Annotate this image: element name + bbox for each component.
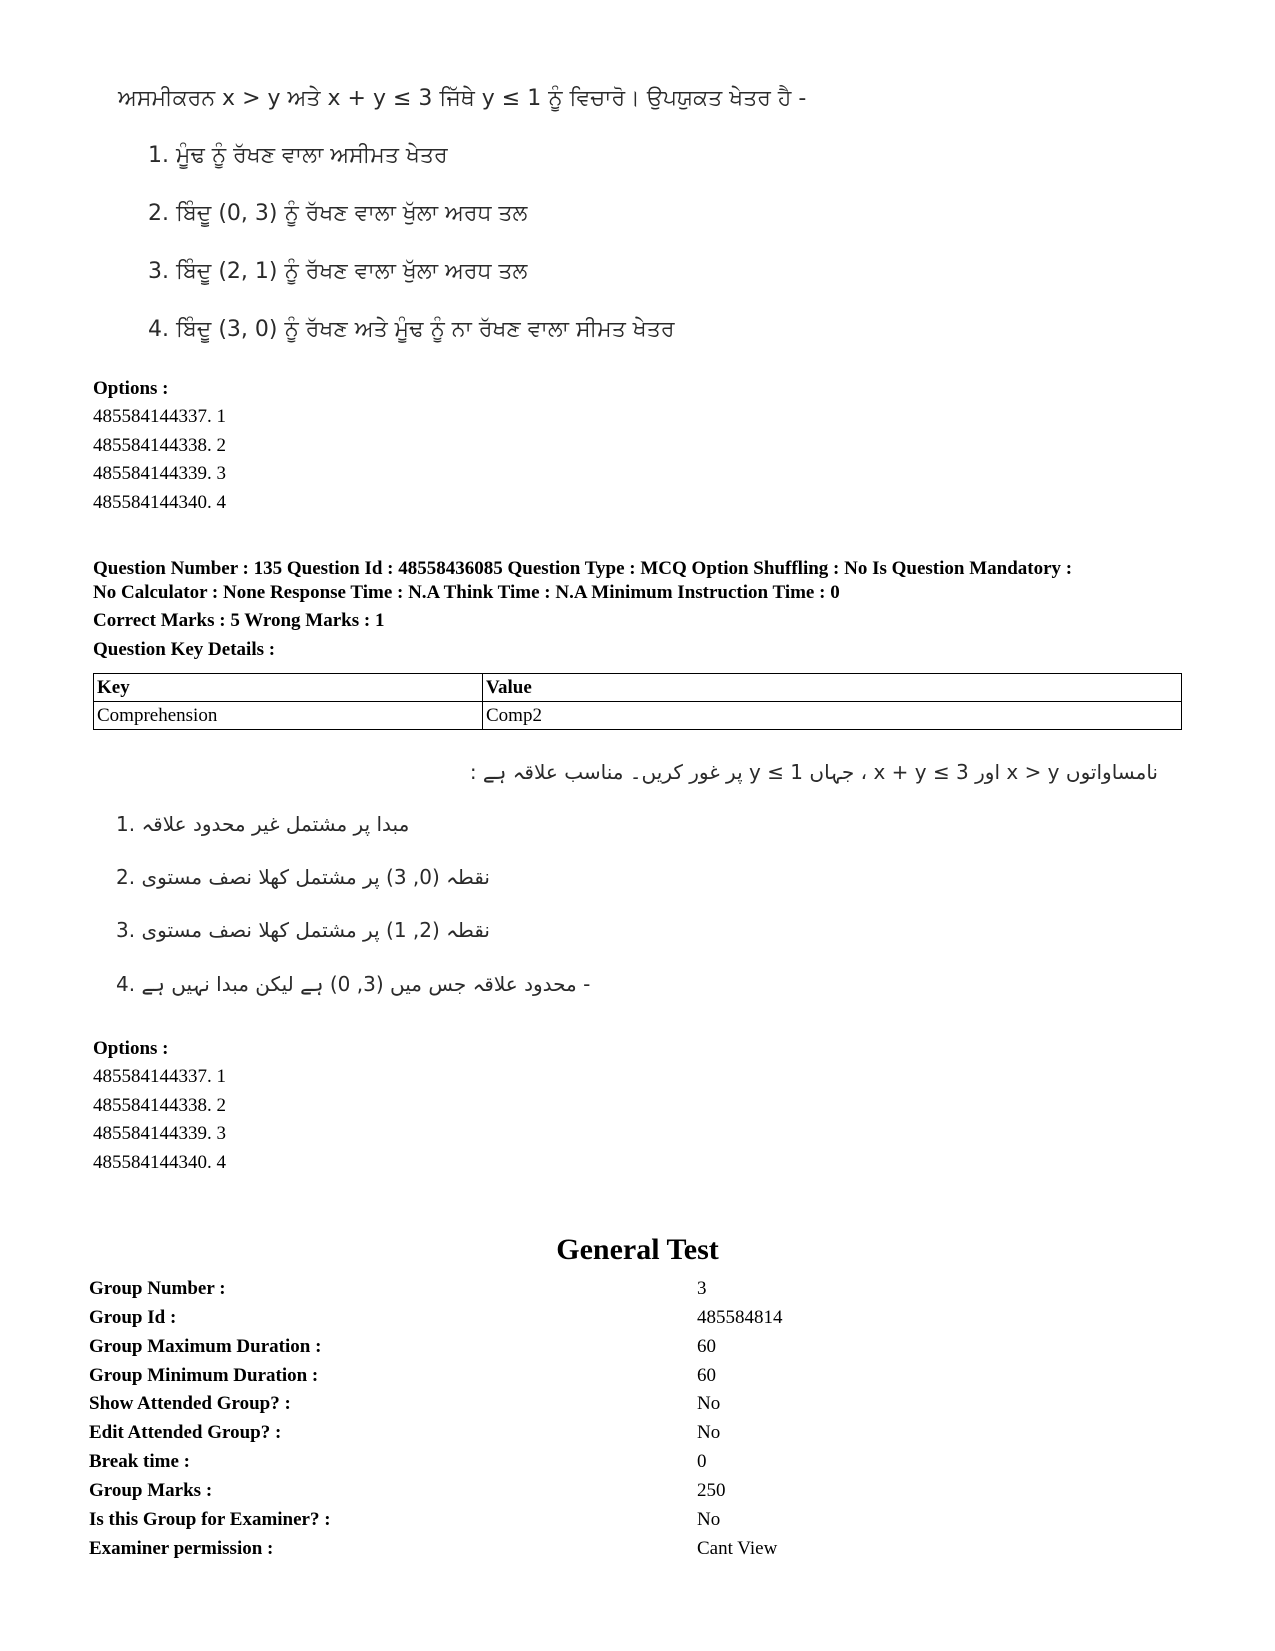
table-cell-value: Comp2	[483, 702, 1182, 730]
question-stem: نامساواتوں x > y اور x + y ≤ 3 ، جہاں y ≤ 1 پر غور کریں۔ مناسب علاقہ ہے :	[469, 760, 1158, 784]
table-header-value: Value	[483, 674, 1182, 702]
question-option-3: 3. نقطہ (2, 1) پر مشتمل کھلا نصف مستوی	[116, 918, 490, 942]
option-item: 485584144340. 4	[93, 492, 226, 513]
group-field-label: Is this Group for Examiner? :	[89, 1509, 331, 1530]
option-item: 485584144340. 4	[93, 1152, 226, 1173]
key-details-table	[93, 673, 1182, 730]
table-cell-key: Comprehension	[94, 702, 483, 730]
question-option-2: 2. نقطہ (0, 3) پر مشتمل کھلا نصف مستوی	[116, 865, 490, 889]
group-field-label: Examiner permission :	[89, 1538, 274, 1559]
group-field-value: 60	[697, 1365, 716, 1386]
table-header-row	[94, 674, 1182, 702]
group-field-value: No	[697, 1422, 721, 1443]
question-meta-line-1: Question Number : 135 Question Id : 48558436085 Question Type : MCQ Option Shuffling : No Is Question Mandatory :	[93, 558, 1073, 579]
option-item: 485584144337. 1	[93, 406, 226, 427]
question-option-3: 3. ਬਿੰਦੂ (2, 1) ਨੂੰ ਰੱਖਣ ਵਾਲਾ ਖੁੱਲਾ ਅਰਧ ਤਲ	[148, 259, 528, 284]
group-field-label: Edit Attended Group? :	[89, 1422, 282, 1443]
table-row	[94, 702, 1182, 730]
group-field-label: Show Attended Group? :	[89, 1393, 291, 1414]
options-label: Options :	[93, 378, 169, 399]
group-field-value: 250	[697, 1480, 726, 1501]
option-item: 485584144338. 2	[93, 435, 226, 456]
group-field-value: No	[697, 1509, 721, 1530]
group-field-label: Break time :	[89, 1451, 190, 1472]
question-option-2: 2. ਬਿੰਦੂ (0, 3) ਨੂੰ ਰੱਖਣ ਵਾਲਾ ਖੁੱਲਾ ਅਰਧ ਤਲ	[148, 201, 528, 226]
option-item: 485584144337. 1	[93, 1066, 226, 1087]
group-field-label: Group Maximum Duration :	[89, 1336, 322, 1357]
group-field-value: 3	[697, 1278, 707, 1299]
group-field-value: Cant View	[697, 1538, 778, 1559]
question-image-urdu	[108, 760, 1158, 1020]
option-item: 485584144339. 3	[93, 463, 226, 484]
question-option-1: 1. ਮੂੰਢ ਨੂੰ ਰੱਖਣ ਵਾਲਾ ਅਸੀਮਤ ਖੇਤਰ	[148, 143, 448, 168]
option-item: 485584144339. 3	[93, 1123, 226, 1144]
group-field-label: Group Marks :	[89, 1480, 213, 1501]
question-option-4: 4. محدود علاقہ جس میں (3, 0) ہے لیکن مبدا نہیں ہے -	[116, 972, 591, 996]
option-item: 485584144338. 2	[93, 1095, 226, 1116]
question-stem: ਅਸਮੀਕਰਨ x > y ਅਤੇ x + y ≤ 3 ਜਿੱਥੇ y ≤ 1 ਨੂੰ ਵਿਚਾਰੋ। ਉਪਯੁਕਤ ਖੇਤਰ ਹੈ -	[118, 86, 807, 111]
question-option-1: 1. مبدا پر مشتمل غیر محدود علاقہ	[116, 812, 410, 836]
group-field-value: No	[697, 1393, 721, 1414]
table-header-key: Key	[94, 674, 483, 702]
question-image-gurmukhi	[112, 82, 807, 357]
section-title: General Test	[556, 1233, 719, 1266]
group-field-value: 60	[697, 1336, 716, 1357]
key-details-label: Question Key Details :	[93, 639, 276, 660]
group-field-label: Group Minimum Duration :	[89, 1365, 319, 1386]
marks-line: Correct Marks : 5 Wrong Marks : 1	[93, 610, 385, 631]
group-field-label: Group Number :	[89, 1278, 226, 1299]
question-option-4: 4. ਬਿੰਦੂ (3, 0) ਨੂੰ ਰੱਖਣ ਅਤੇ ਮੂੰਢ ਨੂੰ ਨਾ ਰੱਖਣ ਵਾਲਾ ਸੀਮਤ ਖੇਤਰ	[148, 317, 675, 342]
group-field-value: 485584814	[697, 1307, 783, 1328]
group-field-label: Group Id :	[89, 1307, 177, 1328]
group-field-value: 0	[697, 1451, 707, 1472]
question-meta-line-2: No Calculator : None Response Time : N.A Think Time : N.A Minimum Instruction Time : 0	[93, 582, 840, 603]
options-label: Options :	[93, 1038, 169, 1059]
